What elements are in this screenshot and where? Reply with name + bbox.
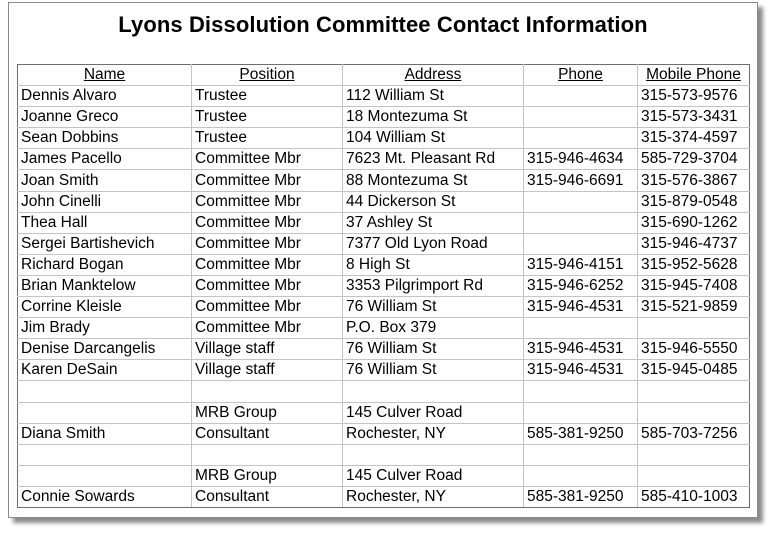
cell-address: 44 Dickerson St <box>343 191 524 212</box>
cell-position: Committee Mbr <box>192 233 343 254</box>
table-row <box>18 86 750 107</box>
cell-address: 18 Montezuma St <box>343 107 524 128</box>
column-header-address: Address <box>343 65 524 86</box>
cell-name: Brian Manktelow <box>18 275 192 296</box>
cell-position: Committee Mbr <box>192 212 343 233</box>
cell-mobile: 585-703-7256 <box>638 423 750 444</box>
cell-name: Denise Darcangelis <box>18 339 192 360</box>
cell-address: 8 High St <box>343 254 524 275</box>
table-row <box>18 297 750 318</box>
table-row <box>18 107 750 128</box>
cell-name: Joanne Greco <box>18 107 192 128</box>
column-header-name: Name <box>18 65 192 86</box>
contact-table <box>17 64 750 508</box>
cell-position: Village staff <box>192 360 343 381</box>
cell-phone: 315-946-4531 <box>524 360 638 381</box>
cell-mobile: 585-729-3704 <box>638 149 750 170</box>
cell-name: Joan Smith <box>18 170 192 191</box>
table-row <box>18 360 750 381</box>
table-row <box>18 465 750 486</box>
cell-name: Sergei Bartishevich <box>18 233 192 254</box>
cell-position: Trustee <box>192 86 343 107</box>
cell-phone: 315-946-4531 <box>524 339 638 360</box>
table-row <box>18 339 750 360</box>
cell-mobile: 315-879-0548 <box>638 191 750 212</box>
cell-name: Corrine Kleisle <box>18 297 192 318</box>
cell-address: 112 William St <box>343 86 524 107</box>
cell-name: James Pacello <box>18 149 192 170</box>
cell-mobile: 315-576-3867 <box>638 170 750 191</box>
cell-position: Trustee <box>192 128 343 149</box>
cell-position: Committee Mbr <box>192 318 343 339</box>
table-row <box>18 486 750 507</box>
cell-mobile: 315-521-9859 <box>638 297 750 318</box>
table-row <box>18 212 750 233</box>
cell-phone: 585-381-9250 <box>524 486 638 507</box>
table-row <box>18 318 750 339</box>
column-header-position: Position <box>192 65 343 86</box>
cell-phone <box>524 128 638 149</box>
table-row <box>18 402 750 423</box>
cell-phone: 315-946-4634 <box>524 149 638 170</box>
cell-mobile <box>638 318 750 339</box>
cell-mobile: 315-952-5628 <box>638 254 750 275</box>
cell-mobile: 315-946-5550 <box>638 339 750 360</box>
cell-position: Committee Mbr <box>192 170 343 191</box>
cell-address: P.O. Box 379 <box>343 318 524 339</box>
cell-phone <box>524 444 638 465</box>
cell-address: 145 Culver Road <box>343 402 524 423</box>
cell-address: 145 Culver Road <box>343 465 524 486</box>
cell-mobile <box>638 381 750 402</box>
cell-mobile: 315-690-1262 <box>638 212 750 233</box>
cell-mobile <box>638 444 750 465</box>
cell-name: Diana Smith <box>18 423 192 444</box>
cell-position: Consultant <box>192 423 343 444</box>
cell-address: 76 William St <box>343 297 524 318</box>
cell-address: Rochester, NY <box>343 423 524 444</box>
page-title: Lyons Dissolution Committee Contact Information <box>118 12 648 37</box>
cell-phone <box>524 402 638 423</box>
cell-address <box>343 444 524 465</box>
table-row <box>18 149 750 170</box>
table-row <box>18 423 750 444</box>
cell-mobile: 315-945-7408 <box>638 275 750 296</box>
cell-phone <box>524 381 638 402</box>
table-row <box>18 170 750 191</box>
cell-phone <box>524 86 638 107</box>
cell-name: Connie Sowards <box>18 486 192 507</box>
cell-name: Jim Brady <box>18 318 192 339</box>
table-row <box>18 128 750 149</box>
cell-address: Rochester, NY <box>343 486 524 507</box>
header-row <box>18 65 750 86</box>
cell-mobile <box>638 465 750 486</box>
cell-name: Sean Dobbins <box>18 128 192 149</box>
cell-name: John Cinelli <box>18 191 192 212</box>
cell-address: 3353 Pilgrimport Rd <box>343 275 524 296</box>
cell-phone <box>524 107 638 128</box>
cell-mobile: 585-410-1003 <box>638 486 750 507</box>
cell-name <box>18 465 192 486</box>
cell-address: 7377 Old Lyon Road <box>343 233 524 254</box>
cell-position: Committee Mbr <box>192 191 343 212</box>
cell-position: Committee Mbr <box>192 275 343 296</box>
cell-name: Thea Hall <box>18 212 192 233</box>
cell-name: Richard Bogan <box>18 254 192 275</box>
cell-mobile: 315-946-4737 <box>638 233 750 254</box>
cell-phone <box>524 212 638 233</box>
cell-phone: 585-381-9250 <box>524 423 638 444</box>
cell-mobile: 315-374-4597 <box>638 128 750 149</box>
cell-address: 104 William St <box>343 128 524 149</box>
cell-mobile: 315-573-9576 <box>638 86 750 107</box>
cell-position: Committee Mbr <box>192 149 343 170</box>
table-row <box>18 254 750 275</box>
column-header-mobile: Mobile Phone <box>638 65 750 86</box>
cell-name: Dennis Alvaro <box>18 86 192 107</box>
cell-name: Karen DeSain <box>18 360 192 381</box>
cell-phone <box>524 233 638 254</box>
cell-mobile <box>638 402 750 423</box>
cell-position: Consultant <box>192 486 343 507</box>
contact-sheet <box>8 2 758 518</box>
cell-address: 76 William St <box>343 339 524 360</box>
table-row <box>18 233 750 254</box>
table-row <box>18 191 750 212</box>
cell-position: Committee Mbr <box>192 254 343 275</box>
cell-mobile: 315-945-0485 <box>638 360 750 381</box>
cell-phone <box>524 465 638 486</box>
cell-position: MRB Group <box>192 402 343 423</box>
contact-rows <box>18 86 750 508</box>
table-row <box>18 381 750 402</box>
cell-position: Trustee <box>192 107 343 128</box>
cell-name <box>18 444 192 465</box>
cell-phone: 315-946-6691 <box>524 170 638 191</box>
cell-address: 7623 Mt. Pleasant Rd <box>343 149 524 170</box>
cell-position: MRB Group <box>192 465 343 486</box>
cell-phone: 315-946-4531 <box>524 297 638 318</box>
table-row <box>18 275 750 296</box>
cell-position: Village staff <box>192 339 343 360</box>
cell-phone: 315-946-4151 <box>524 254 638 275</box>
cell-position <box>192 381 343 402</box>
cell-phone <box>524 318 638 339</box>
cell-phone: 315-946-6252 <box>524 275 638 296</box>
cell-name <box>18 402 192 423</box>
cell-address: 88 Montezuma St <box>343 170 524 191</box>
cell-position <box>192 444 343 465</box>
cell-phone <box>524 191 638 212</box>
cell-name <box>18 381 192 402</box>
cell-position: Committee Mbr <box>192 297 343 318</box>
cell-address <box>343 381 524 402</box>
cell-address: 76 William St <box>343 360 524 381</box>
column-header-phone: Phone <box>524 65 638 86</box>
table-row <box>18 444 750 465</box>
cell-address: 37 Ashley St <box>343 212 524 233</box>
cell-mobile: 315-573-3431 <box>638 107 750 128</box>
